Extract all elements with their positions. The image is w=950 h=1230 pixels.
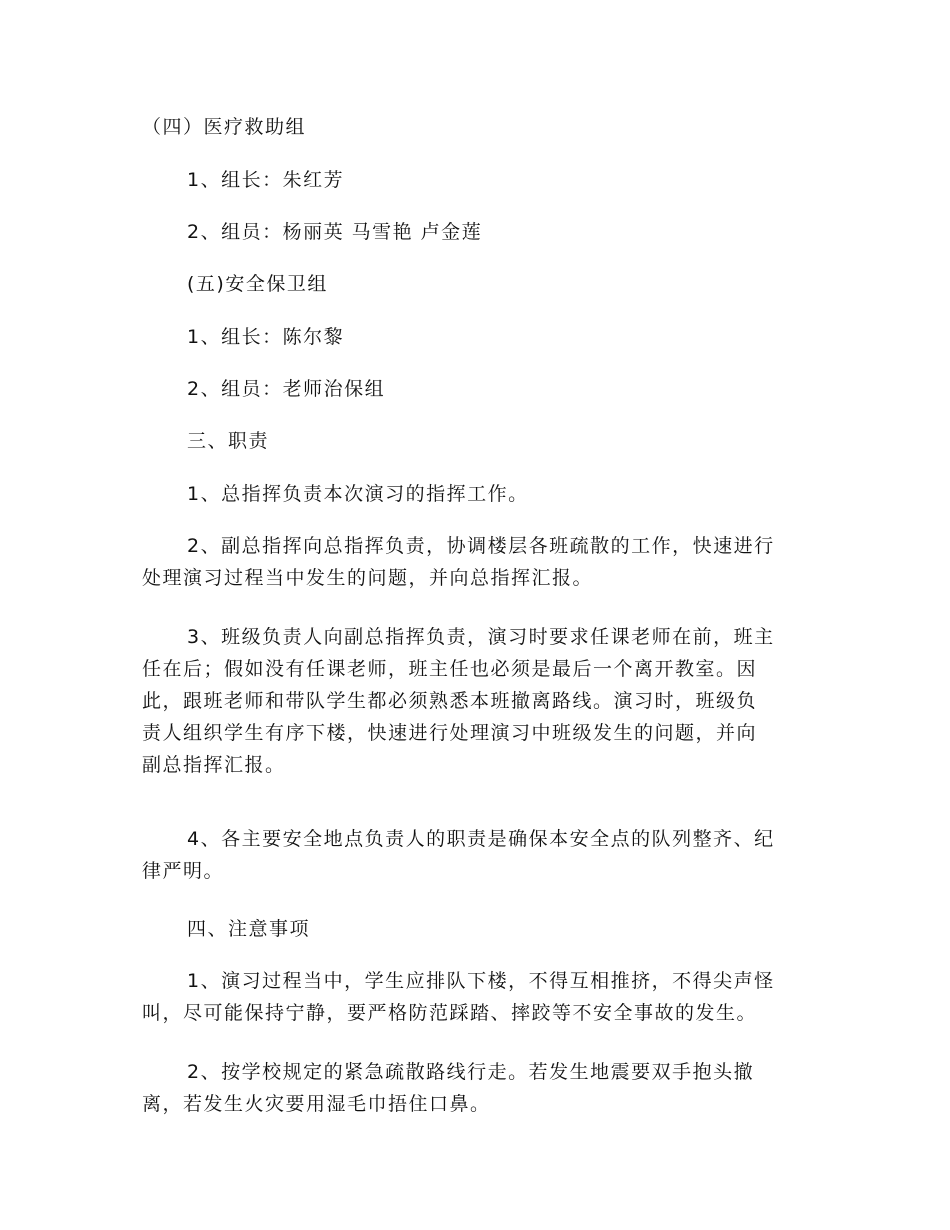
- paragraph-line: 3、班级负责人向副总指挥负责，演习时要求任课老师在前，班主: [187, 626, 775, 648]
- medical-group-leader: 1、组长：朱红芳: [187, 169, 345, 191]
- paragraph-line: 1、演习过程当中，学生应排队下楼，不得互相推挤，不得尖声怪: [187, 970, 775, 992]
- section-heading-security-group: (五)安全保卫组: [187, 273, 328, 295]
- paragraph-line: 4、各主要安全地点负责人的职责是确保本安全点的队列整齐、纪: [187, 828, 775, 850]
- paragraph-line: 责人组织学生有序下楼，快速进行处理演习中班级发生的问题，并向: [142, 722, 758, 744]
- note-item-1: [142, 965, 808, 1029]
- duty-item-4: [142, 823, 808, 887]
- duty-item-1: 1、总指挥负责本次演习的指挥工作。: [187, 483, 529, 505]
- medical-group-members: 2、组员：杨丽英 马雪艳 卢金莲: [187, 221, 483, 243]
- security-group-leader: 1、组长：陈尔黎: [187, 326, 345, 348]
- security-group-members: 2、组员：老师治保组: [187, 378, 386, 400]
- paragraph-line: 离，若发生火灾要用湿毛巾捂住口鼻。: [142, 1093, 491, 1115]
- section-heading-medical-group: （四）医疗救助组: [142, 116, 307, 138]
- section-heading-duties: 三、职责: [187, 430, 270, 452]
- paragraph-line: 任在后；假如没有任课老师，班主任也必须是最后一个离开教室。因: [142, 658, 758, 680]
- note-item-2: [142, 1056, 808, 1120]
- paragraph-line: 副总指挥汇报。: [142, 754, 286, 776]
- paragraph-line: 2、副总指挥向总指挥负责，协调楼层各班疏散的工作，快速进行: [187, 535, 775, 557]
- section-heading-notes: 四、注意事项: [187, 918, 311, 940]
- duty-item-2: [142, 530, 808, 594]
- duty-item-3: [142, 621, 808, 781]
- paragraph-line: 2、按学校规定的紧急疏散路线行走。若发生地震要双手抱头撤: [187, 1061, 755, 1083]
- paragraph-line: 此，跟班老师和带队学生都必须熟悉本班撤离路线。演习时，班级负: [142, 690, 758, 712]
- paragraph-line: 叫，尽可能保持宁静，要严格防范踩踏、摔跤等不安全事故的发生。: [142, 1002, 758, 1024]
- paragraph-line: 处理演习过程当中发生的问题，并向总指挥汇报。: [142, 567, 594, 589]
- paragraph-line: 律严明。: [142, 860, 225, 882]
